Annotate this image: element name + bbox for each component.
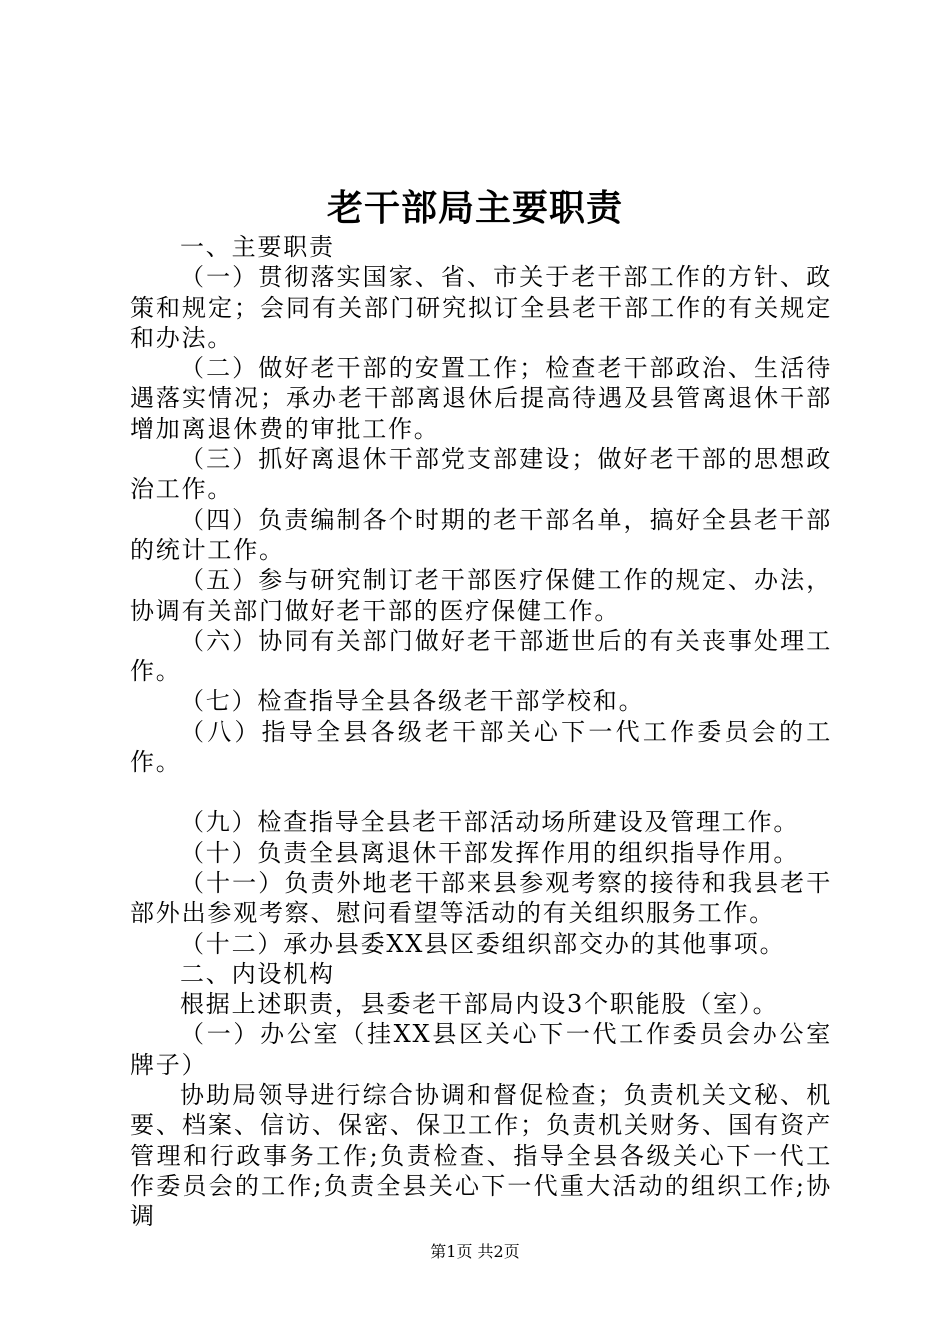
duty-item-1: （一）贯彻落实国家、省、市关于老干部工作的方针、政策和规定；会同有关部门研究拟订全县老干部工作的有关规定和办法。 (130, 263, 832, 352)
document-body (130, 232, 832, 1232)
duty-item-2: （二）做好老干部的安置工作；检查老干部政治、生活待遇落实情况；承办老干部离退休后提高待遇及县管离退休干部增加离退休费的审批工作。 (130, 354, 832, 443)
duty-item-11: （十一）负责外地老干部来县参观考察的接待和我县老干部外出参观考察、慰问看望等活动的有关组织服务工作。 (130, 868, 832, 928)
duty-item-12: （十二）承办县委XX县区委组织部交办的其他事项。 (180, 929, 786, 958)
duty-item-9: （九）检查指导全县老干部活动场所建设及管理工作。 (180, 808, 800, 837)
office-description: 协助局领导进行综合协调和督促检查；负责机关文秘、机要、档案、信访、保密、保卫工作；负责机关财务、国有资产管理和行政事务工作;负责检查、指导全县各级关心下一代工作委员会的工作;负责全县关心下一代重大活动的组织工作;协调 (130, 1081, 832, 1231)
duty-item-4: （四）负责编制各个时期的老干部名单，搞好全县老干部的统计工作。 (130, 505, 832, 564)
duty-item-3: （三）抓好离退休干部党支部建设；做好老干部的思想政治工作。 (130, 445, 832, 504)
page-number-footer: 第1页 共2页 (430, 1242, 520, 1261)
duty-item-5: （五）参与研究制订老干部医疗保健工作的规定、办法，协调有关部门做好老干部的医疗保健工作。 (130, 566, 832, 625)
duty-item-7: （七）检查指导全县各级老干部学校和。 (180, 687, 645, 716)
office-heading: （一）办公室（挂XX县区关心下一代工作委员会办公室牌子） (130, 1020, 832, 1079)
duty-item-10: （十）负责全县离退休干部发挥作用的组织指导作用。 (180, 838, 800, 867)
section-heading-duties: 一、主要职责 (180, 233, 335, 261)
section-heading-structure: 二、内设机构 (180, 959, 335, 988)
duty-item-6: （六）协同有关部门做好老干部逝世后的有关丧事处理工作。 (130, 626, 832, 686)
structure-summary: 根据上述职责，县委老干部局内设3个职能股（室）。 (180, 990, 779, 1019)
duty-item-8: （八）指导全县各级老干部关心下一代工作委员会的工作。 (130, 717, 832, 777)
document-title: 老干部局主要职责 (326, 187, 623, 229)
